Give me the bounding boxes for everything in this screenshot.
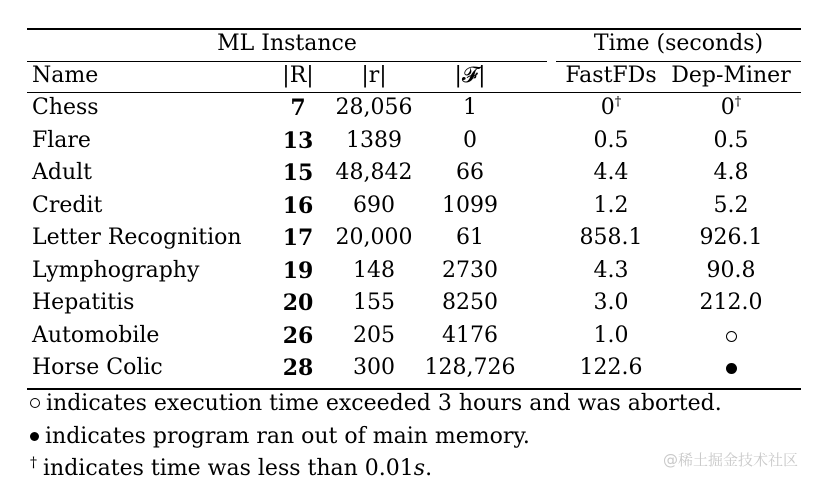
row-name: Chess xyxy=(32,95,99,120)
row-depminer-time-value: 0.5 xyxy=(713,128,749,153)
row-attributes: 20 xyxy=(282,290,314,316)
row-fastfds-time-value: 4.3 xyxy=(593,258,629,283)
row-fastfds-time xyxy=(556,322,666,350)
filled-circle-icon xyxy=(30,432,39,441)
row-fds: 2730 xyxy=(442,258,498,283)
row-fds: 66 xyxy=(456,160,484,185)
footnote-memory xyxy=(30,423,530,451)
row-attributes: 26 xyxy=(282,323,314,349)
row-fds: 1 xyxy=(463,95,477,120)
column-header-attributes: |R| xyxy=(282,63,314,88)
header-rule xyxy=(27,92,801,93)
row-name: Credit xyxy=(32,193,103,218)
column-header-fastfds: FastFDs xyxy=(565,63,657,88)
filled-circle-icon xyxy=(726,363,737,374)
footnote-memory-text: indicates program ran out of main memory. xyxy=(45,424,530,449)
row-fastfds-time-value: 1.0 xyxy=(593,323,629,348)
row-tuples: 48,842 xyxy=(335,160,413,185)
column-header-depminer: Dep-Miner xyxy=(671,63,791,88)
footnote-aborted-text: indicates execution time exceeded 3 hours and was aborted. xyxy=(46,391,722,416)
row-tuples: 148 xyxy=(353,258,395,283)
watermark: @稀土掘金技术社区 xyxy=(662,451,798,469)
row-name: Automobile xyxy=(32,323,160,348)
open-circle-icon xyxy=(726,331,737,342)
row-attributes: 17 xyxy=(282,225,314,251)
row-fastfds-time-value: 1.2 xyxy=(593,193,629,218)
footnote-dagger-unit: s xyxy=(413,456,426,481)
row-fastfds-time xyxy=(556,159,666,187)
footnote-dagger-suffix: . xyxy=(425,456,433,481)
row-depminer-time xyxy=(668,159,794,187)
row-depminer-time-value: 926.1 xyxy=(699,225,763,250)
row-fds: 4176 xyxy=(442,323,498,348)
row-tuples: 155 xyxy=(353,290,395,315)
footnote-aborted xyxy=(30,390,722,418)
row-tuples: 28,056 xyxy=(335,95,413,120)
row-fastfds-time-value: 0 xyxy=(600,95,615,120)
row-name: Adult xyxy=(32,160,93,185)
row-fastfds-time xyxy=(556,192,666,220)
row-fds: 1099 xyxy=(442,193,498,218)
row-name: Letter Recognition xyxy=(32,225,242,250)
row-depminer-time xyxy=(668,354,794,382)
dagger-icon: † xyxy=(614,94,622,110)
row-fastfds-time-value: 122.6 xyxy=(579,355,643,380)
column-header-name: Name xyxy=(32,63,99,88)
row-depminer-time xyxy=(668,127,794,155)
row-name: Flare xyxy=(32,128,91,153)
row-name: Hepatitis xyxy=(32,290,135,315)
row-attributes: 15 xyxy=(282,160,314,186)
row-depminer-time xyxy=(668,192,794,220)
row-attributes: 13 xyxy=(282,128,314,154)
row-tuples: 20,000 xyxy=(335,225,413,250)
row-tuples: 1389 xyxy=(346,128,402,153)
row-fastfds-time xyxy=(556,94,666,122)
row-tuples: 300 xyxy=(353,355,395,380)
row-tuples: 690 xyxy=(353,193,395,218)
row-fastfds-time-value: 4.4 xyxy=(593,160,629,185)
row-depminer-time xyxy=(668,224,794,252)
row-fds: 0 xyxy=(463,128,477,153)
row-name: Lymphography xyxy=(32,258,200,283)
row-depminer-time-value: 4.8 xyxy=(713,160,749,185)
row-name: Horse Colic xyxy=(32,355,163,380)
header-time-seconds: Time (seconds) xyxy=(593,31,764,56)
row-fastfds-time xyxy=(556,257,666,285)
column-header-fds: |𝓕| xyxy=(454,63,486,88)
row-attributes: 28 xyxy=(282,355,314,381)
row-depminer-time xyxy=(668,94,794,122)
row-fastfds-time xyxy=(556,289,666,317)
row-attributes: 19 xyxy=(282,258,314,284)
row-fastfds-time-value: 858.1 xyxy=(579,225,643,250)
row-depminer-time-value: 90.8 xyxy=(706,258,756,283)
row-fds: 128,726 xyxy=(424,355,516,380)
footnote-dagger xyxy=(30,455,432,483)
row-depminer-time xyxy=(668,322,794,350)
row-depminer-time-value: 212.0 xyxy=(699,290,763,315)
dagger-icon: † xyxy=(734,94,742,110)
open-circle-icon xyxy=(30,398,40,408)
dagger-icon: † xyxy=(30,455,37,471)
row-fastfds-time xyxy=(556,127,666,155)
row-depminer-time-value: 5.2 xyxy=(713,193,749,218)
row-depminer-time xyxy=(668,257,794,285)
row-attributes: 16 xyxy=(282,193,314,219)
footnote-dagger-text: indicates time was less than 0.01 xyxy=(43,456,414,481)
header-ml-instance: ML Instance xyxy=(217,31,357,56)
row-fds: 8250 xyxy=(442,290,498,315)
row-tuples: 205 xyxy=(353,323,395,348)
column-header-rows: |r| xyxy=(361,63,387,88)
row-fastfds-time-value: 0.5 xyxy=(593,128,629,153)
row-fds: 61 xyxy=(456,225,484,250)
row-fastfds-time xyxy=(556,354,666,382)
row-depminer-time-value: 0 xyxy=(720,95,735,120)
row-fastfds-time-value: 3.0 xyxy=(593,290,629,315)
row-attributes: 7 xyxy=(290,95,306,121)
row-fastfds-time xyxy=(556,224,666,252)
row-depminer-time xyxy=(668,289,794,317)
